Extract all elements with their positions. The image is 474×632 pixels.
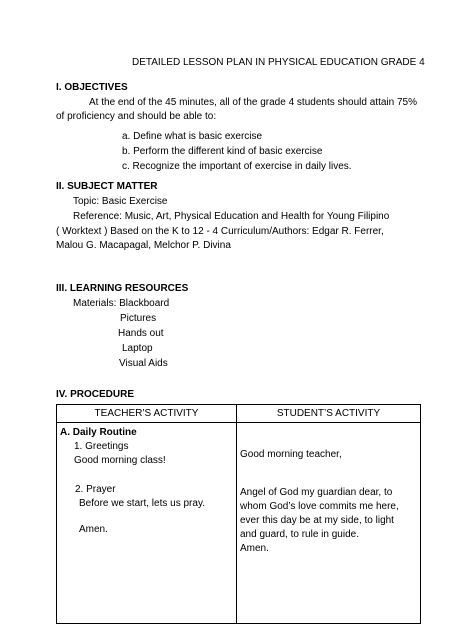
teacher-activity-cell [57,423,237,624]
teacher-amen: Amen. [79,524,108,535]
prayer-label: 2. Prayer [75,484,116,495]
objectives-heading: I. OBJECTIVES [56,82,128,93]
procedure-table-row [57,423,421,624]
greetings-label: 1. Greetings [74,441,129,452]
material-item: Pictures [120,313,157,324]
student-prayer-line: and guard, to rule in guide. [240,529,359,540]
material-item: Hands out [118,328,164,339]
subject-reference-line3: Malou G. Macapagal, Melchor P. Divina [56,240,231,251]
student-prayer-line: Angel of God my guardian dear, to [240,487,393,498]
subject-matter-heading: II. SUBJECT MATTER [56,181,158,192]
teacher-activity-header: TEACHER’S ACTIVITY [57,405,237,423]
objectives-intro-line2: of proficiency and should be able to: [56,111,217,122]
student-greeting-reply: Good morning teacher, [240,449,342,460]
subject-reference-line1: Reference: Music, Art, Physical Education and Health for Young Filipino [73,211,390,222]
objective-item: a. Define what is basic exercise [122,131,263,142]
objective-item: c. Recognize the important of exercise in daily lives. [122,161,352,172]
student-activity-cell [237,423,421,624]
document-title: DETAILED LESSON PLAN IN PHYSICAL EDUCATION GRADE 4 [132,57,425,68]
objective-item: b. Perform the different kind of basic exercise [122,146,323,157]
learning-resources-heading: III. LEARNING RESOURCES [56,283,189,294]
prayer-text: Before we start, lets us pray. [79,498,205,509]
student-amen: Amen. [240,543,269,554]
subject-reference-line2: ( Worktext ) Based on the K to 12 - 4 Curriculum/Authors: Edgar R. Ferrer, [56,226,384,237]
student-prayer-line: whom God’s love commits me here, [240,501,399,512]
daily-routine-heading: A. Daily Routine [60,427,137,438]
greetings-text: Good morning class! [74,455,166,466]
student-prayer-line: ever this day be at my side, to light [240,515,394,526]
subject-topic: Topic: Basic Exercise [73,196,168,207]
objectives-intro-line1: At the end of the 45 minutes, all of the grade 4 students should attain 75% [89,97,417,108]
procedure-table [56,404,421,624]
student-activity-header: STUDENT’S ACTIVITY [237,405,421,423]
material-item: Laptop [122,343,153,354]
procedure-table-header-row [57,405,421,423]
procedure-heading: IV. PROCEDURE [56,389,134,400]
material-item: Visual Aids [119,358,168,369]
materials-label: Materials: Blackboard [73,298,170,309]
